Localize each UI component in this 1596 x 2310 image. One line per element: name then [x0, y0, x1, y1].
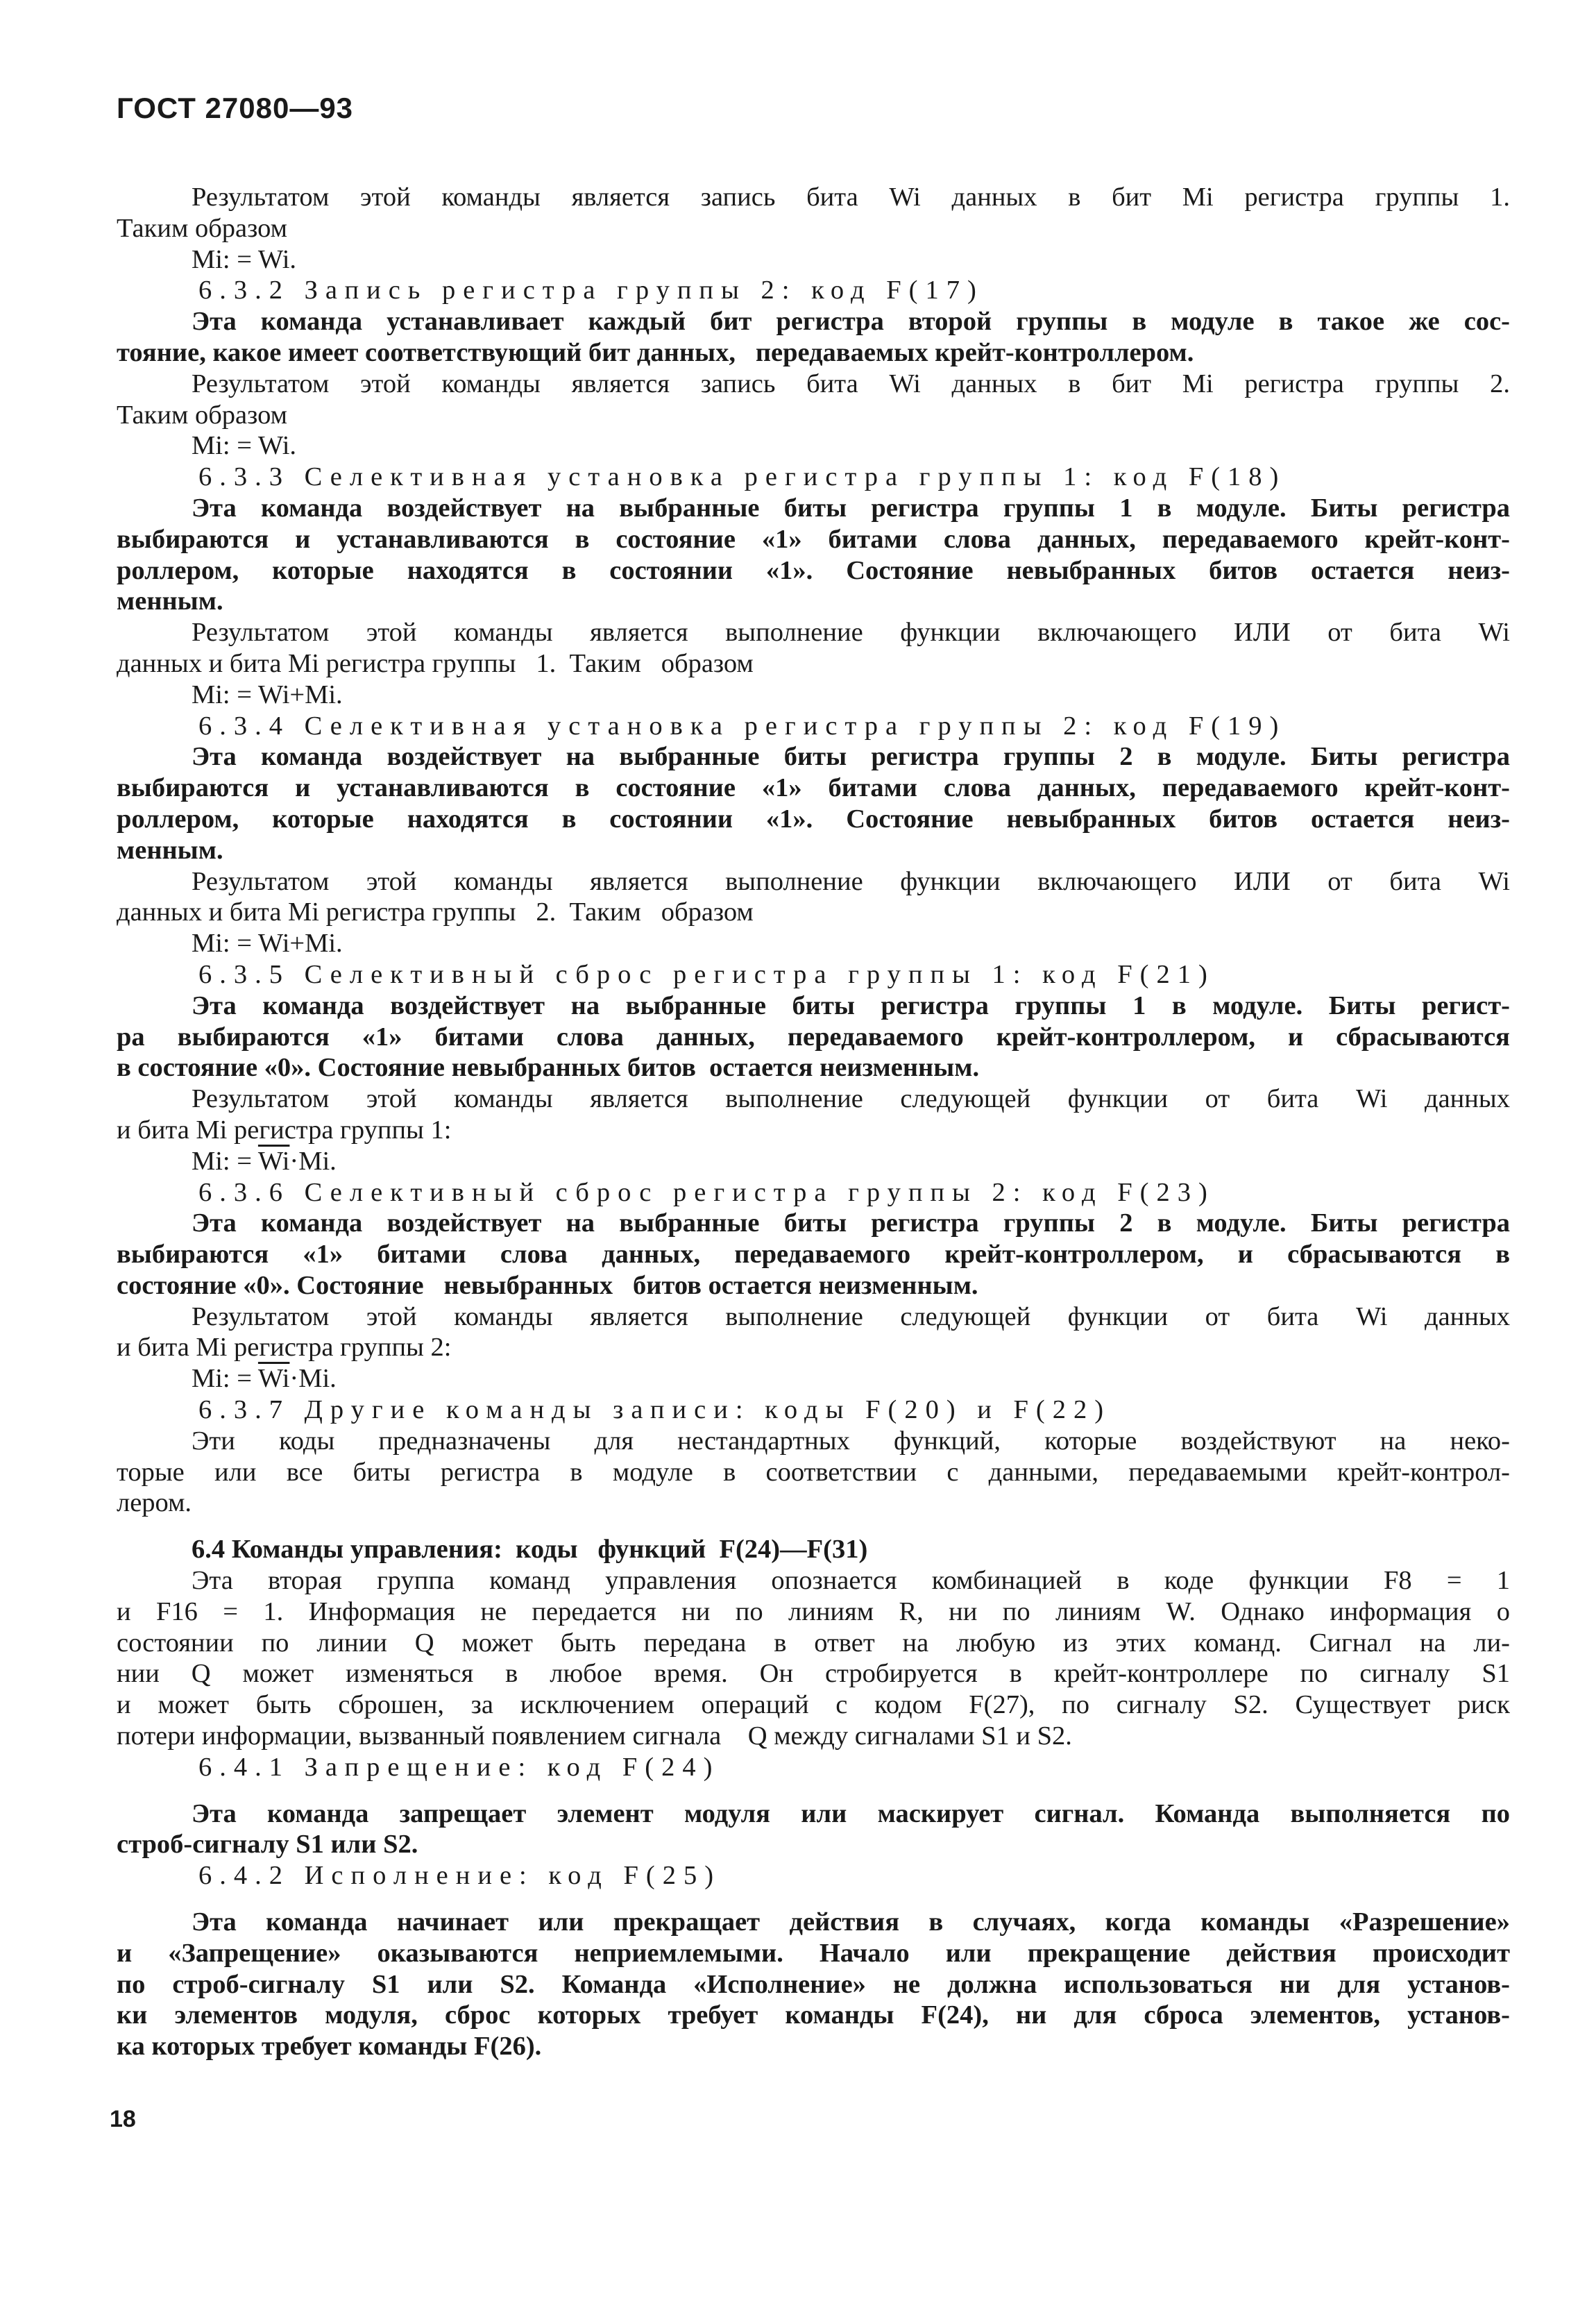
text-line: и бита Mi регистра группы 2:	[117, 1333, 452, 1363]
text-line: роллером, которые находятся в состоянии «1». Состояние невыбранных битов остается неиз-	[117, 804, 1510, 834]
text-line: Результатом этой команды является запись бита Wi данных в бит Mi регистра группы 1.	[192, 183, 1510, 212]
paragraph-gap	[117, 1891, 1510, 1907]
text-line: Mi: = Wi+Mi.	[192, 680, 343, 709]
text-line: Mi: = Wi.	[192, 431, 297, 461]
text-line: менным.	[117, 587, 223, 616]
text-line: 6.4.1 Запрещение: код F(24)	[198, 1752, 720, 1782]
text-line: ки элементов модуля, сброс которых требует команды F(24), ни для сброса элементов, установ-	[117, 2000, 1510, 2030]
text-line: данных и бита Mi регистра группы 2. Таким образом	[117, 897, 754, 927]
text-line: 6.3.6 Селективный сброс регистра группы 2: код F(23)	[198, 1177, 1215, 1207]
text-line: 6.3.5 Селективный сброс регистра группы 1: код F(21)	[198, 959, 1215, 989]
text-line: потери информации, вызванный появлением сигнала Q между сигналами S1 и S2.	[117, 1721, 1072, 1751]
paragraph-gap	[117, 1783, 1510, 1798]
text-line: лером.	[117, 1488, 192, 1518]
text-line: 6.4.2 Исполнение: код F(25)	[198, 1861, 722, 1891]
text-line: 6.3.2 Запись регистра группы 2: код F(17)	[198, 276, 984, 305]
text-line: менным.	[117, 835, 223, 865]
text-line: состоянии по линии Q может быть передана в ответ на любую из этих команд. Сигнал на ли-	[117, 1628, 1510, 1658]
text-line: 6.3.3 Селективная установка регистра группы 1: код F(18)	[198, 462, 1287, 492]
text-line: Таким образом	[117, 213, 287, 243]
page-number: 18	[110, 2106, 136, 2132]
text-line: в состояние «0». Состояние невыбранных битов остается неизменным.	[117, 1053, 980, 1083]
text-line: выбираются и устанавливаются в состояние «1» битами слова данных, передаваемого крейт-конт-	[117, 524, 1510, 554]
text-line: Результатом этой команды является выполнение следующей функции от бита Wi данных	[192, 1301, 1510, 1331]
text-line: 6.3.7 Другие команды записи: коды F(20) и F(22)	[198, 1395, 1112, 1425]
text-line: Эта команда запрещает элемент модуля или маскирует сигнал. Команда выполняется по	[192, 1798, 1510, 1828]
text-line: ка которых требует команды F(26).	[117, 2032, 542, 2062]
text-line: и F16 = 1. Информация не передается ни по линиям R, ни по линиям W. Однако информация о	[117, 1596, 1510, 1626]
text-line: Результатом этой команды является запись бита Wi данных в бит Mi регистра группы 2.	[192, 369, 1510, 398]
text-line: Mi: = Wi.	[192, 244, 297, 274]
text-line: Результатом этой команды является выполнение следующей функции от бита Wi данных	[192, 1084, 1510, 1114]
text-line: Результатом этой команды является выполнение функции включающего ИЛИ от бита Wi	[192, 866, 1510, 896]
text-line: строб-сигналу S1 или S2.	[117, 1830, 418, 1860]
text-line: ра выбираются «1» битами слова данных, передаваемого крейт-контроллером, и сбрасываются	[117, 1022, 1510, 1052]
text-line: роллером, которые находятся в состоянии «1». Состояние невыбранных битов остается неиз-	[117, 555, 1510, 585]
text-line: Таким образом	[117, 400, 287, 430]
text-line: Эта команда воздействует на выбранные биты регистра группы 2 в модуле. Биты регистра	[192, 1208, 1510, 1238]
text-line: и бита Mi регистра группы 1:	[117, 1115, 452, 1145]
text-line: состояние «0». Состояние невыбранных битов остается неизменным.	[117, 1270, 978, 1300]
text-line: Эта команда воздействует на выбранные биты регистра группы 1 в модуле. Биты регистра	[192, 493, 1510, 523]
text-line: нии Q может изменяться в любое время. Он стробируется в крейт-контроллере по сигналу S1	[117, 1659, 1510, 1689]
text-line: Mi: = Wi+Mi.	[192, 929, 343, 959]
text-line: Эти коды предназначены для нестандартных функций, которые воздействуют на неко-	[192, 1426, 1510, 1456]
text-line: Результатом этой команды является выполнение функции включающего ИЛИ от бита Wi	[192, 618, 1510, 648]
text-line: Эта команда воздействует на выбранные биты регистра группы 1 в модуле. Биты регист-	[192, 990, 1510, 1020]
text-line: Mi: = $\overline{Wi}\cdot Mi$.	[192, 1364, 337, 1394]
standard-header: ГОСТ 27080—93	[117, 92, 354, 124]
text-line: по строб-сигналу S1 или S2. Команда «Исполнение» не должна использоваться ни для установ-	[117, 1969, 1510, 1999]
document-body	[117, 182, 1510, 2062]
text-line: Эта вторая группа команд управления опознается комбинацией в коде функции F8 = 1	[192, 1566, 1510, 1596]
text-line: Эта команда устанавливает каждый бит регистра второй группы в модуле в такое же сос-	[192, 307, 1510, 337]
paragraph-gap	[117, 1519, 1510, 1534]
text-line: Эта команда воздействует на выбранные биты регистра группы 2 в модуле. Биты регистра	[192, 742, 1510, 772]
text-line: тояние, какое имеет соответствующий бит данных, передаваемых крейт-контроллером.	[117, 337, 1194, 367]
text-line: данных и бита Mi регистра группы 1. Таким образом	[117, 648, 754, 678]
text-line: торые или все биты регистра в модуле в соответствии с данными, передаваемыми крейт-контрол-	[117, 1457, 1510, 1487]
text-line: Mi: = $\overline{Wi}\cdot Mi$.	[192, 1146, 337, 1176]
text-line: и может быть сброшен, за исключением операций с кодом F(27), по сигналу S2. Существует риск	[117, 1690, 1510, 1720]
text-line: выбираются и устанавливаются в состояние «1» битами слова данных, передаваемого крейт-конт-	[117, 773, 1510, 803]
text-line: Эта команда начинает или прекращает действия в случаях, когда команды «Разрешение»	[192, 1907, 1510, 1937]
text-line: 6.4 Команды управления: коды функций F(24)—F(31)	[192, 1535, 868, 1565]
text-line: 6.3.4 Селективная установка регистра группы 2: код F(19)	[198, 711, 1287, 741]
text-line: и «Запрещение» оказываются неприемлемыми. Начало или прекращение действия происходит	[117, 1938, 1510, 1968]
text-line: выбираются «1» битами слова данных, передаваемого крейт-контроллером, и сбрасываются в	[117, 1240, 1510, 1270]
